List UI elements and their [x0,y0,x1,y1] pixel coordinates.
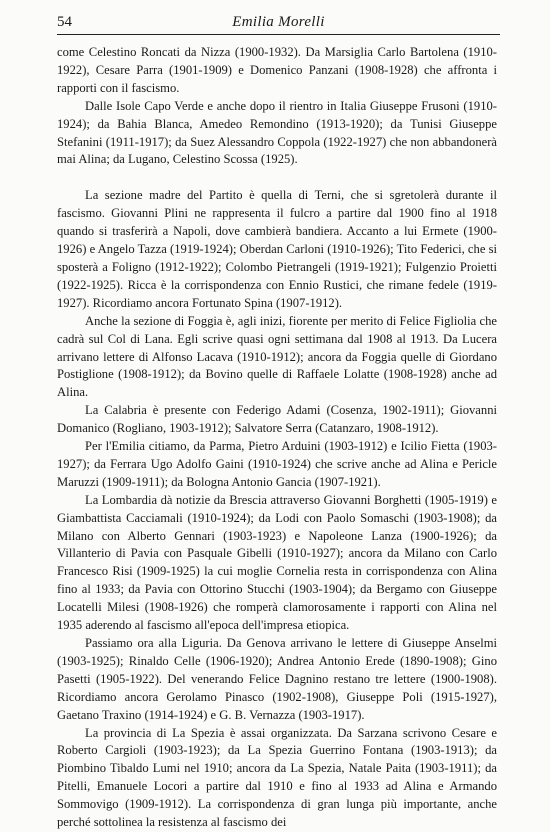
paragraph: Anche la sezione di Foggia è, agli inizi, fiorente per merito di Felice Figliolia che cadrà sul Col di Lana. Egli scrive quasi ogni settimana dal 1908 al 1913. Da Lucera arrivano lettere di Alfonso Lacava (1910-1912); ancora da Foggia quelle di Giordano Postiglione (1908-1912); da Bovino quelle di Raffaele Lolatte (1908-1928) anche ad Alina. [57,313,497,400]
paragraph: Per l'Emilia citiamo, da Parma, Pietro Arduini (1903-1912) e Icilio Fietta (1903-1927); da Ferrara Ugo Adolfo Gaini (1910-1924) che scrive anche ad Alina e Pericle Maruzzi (1909-1911); da Bologna Antonio Gancia (1907-1921). [57,439,497,489]
paragraph: La Lombardia dà notizie da Brescia attraverso Giovanni Borghetti (1905-1919) e Giambattista Cacciamali (1910-1924); da Lodi con Paolo Somaschi (1903-1908); da Milano con Alberto Gennari (1903-1923) e Napoleone Lanza (1900-1926); da Villanterio di Pavia con Pasquale Gibelli (1910-1927); ancora da Milano con Carlo Francesco Risi (1909-1925) la cui moglie Cornelia resta in corrispondenza con Alina fino al 1933; da Pavia con Ottorino Stucchi (1903-1904); da Bergamo con Giuseppe Locatelli Milesi (1908-1926) che romperà clamorosamente i rapporti con Alina nel 1935 aderendo al fascismo all'epoca dell'impresa etiopica. [57,492,497,633]
page-number: 54 [57,14,72,30]
paragraph: La Calabria è presente con Federigo Adami (Cosenza, 1902-1911); Giovanni Domanico (Rogliano, 1903-1912); Salvatore Serra (Catanzaro, 1908-1912). [57,403,497,436]
page-header [57,12,500,35]
paragraph: Passiamo ora alla Liguria. Da Genova arrivano le lettere di Giuseppe Anselmi (1903-1925); Rinaldo Celle (1906-1920); Andrea Antonio Erede (1890-1908); Gino Pasetti (1905-1922). Del venerando Felice Dagnino restano tre lettere (1900-1908). Ricordiamo ancora Gerolamo Pinasco (1902-1908), Giuseppe Poli (1915-1927), Gaetano Traxino (1914-1924) e G. B. Vernazza (1903-1917). [57,636,497,722]
paragraph: La sezione madre del Partito è quella di Terni, che si sgretolerà durante il fascismo. Giovanni Plini ne rappresenta il fulcro a partire dal 1900 fino al 1918 quando si trasferirà a Napoli, dove cambierà bandiera. Accanto a lui Ermete (1900-1926) e Angelo Tazza (1919-1924); Oberdan Carloni (1910-1926); Tito Federici, che si sposterà a Foligno (1912-1922); Colombo Pietrangeli (1919-1921); Fulgenzio Proietti (1922-1925). Ricca è la corrispondenza con Ennio Rustici, che rimane fedele (1919-1927). Ricordiamo ancora Fortunato Spina (1907-1912). [57,188,497,310]
running-title: Emilia Morelli [232,14,325,30]
body-text [57,44,497,832]
paragraph: La provincia di La Spezia è assai organizzata. Da Sarzana scrivono Cesare e Roberto Cargioli (1903-1923); da La Spezia Guerrino Fontana (1903-1913); da Piombino Tibaldo Lumi nel 1910; ancora da La Spezia, Natale Paita (1903-1911); da Pitelli, Emanuele Locori a partire dal 1910 e fino al 1933 ad Alina e Armando Sommovigo (1909-1912). La corrispondenza di gran lunga più importante, anche perché sottolinea la resistenza al fascismo dei [57,725,497,830]
paragraph: come Celestino Roncati da Nizza (1900-1932). Da Marsiglia Carlo Bartolena (1910-1922), Cesare Parra (1901-1909) e Domenico Panzani (1908-1928) che affronta i rapporti con il fascismo. [57,45,497,95]
paragraph: Dalle Isole Capo Verde e anche dopo il rientro in Italia Giuseppe Frusoni (1910-1924); da Bahia Blanca, Amedeo Remondino (1913-1920); da Tunisi Giuseppe Stefanini (1911-1917); da Suez Alessandro Coppola (1922-1927) che non abbandonerà mai Alina; da Lugano, Celestino Scossa (1925). [57,98,497,167]
